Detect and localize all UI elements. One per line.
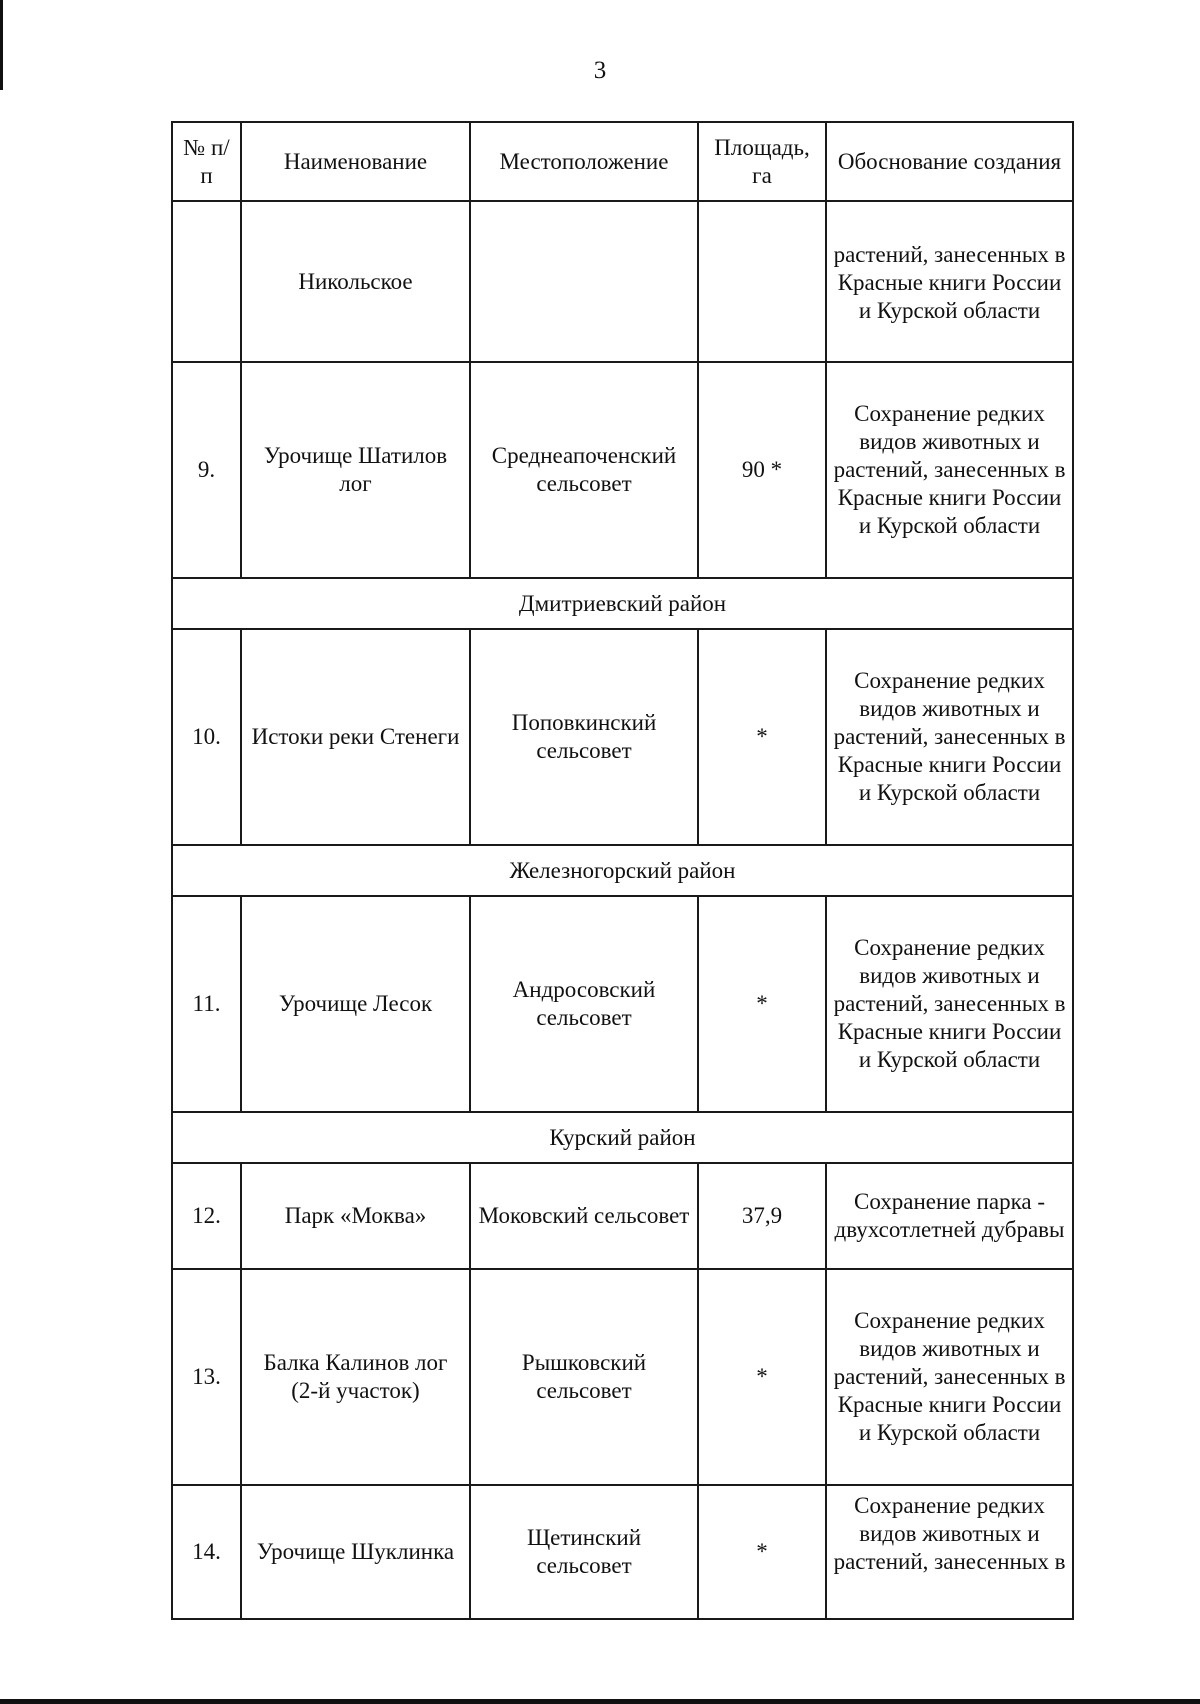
district-name: Железногорский район — [172, 845, 1073, 896]
header-name: Наименование — [241, 122, 470, 201]
cell-basis: растений, занесенных в Красные книги России и Курской области — [826, 201, 1073, 362]
district-name: Курский район — [172, 1112, 1073, 1163]
cell-area: * — [698, 629, 826, 845]
table-row — [172, 896, 1073, 1112]
district-row — [172, 845, 1073, 896]
cell-basis: Сохранение редких видов животных и растений, занесенных в Красные книги России и Курской области — [826, 896, 1073, 1112]
cell-name: Урочище Шуклинка — [241, 1485, 470, 1619]
cell-location: Среднеапоченский сельсовет — [470, 362, 698, 578]
cell-area: * — [698, 896, 826, 1112]
cell-num: 13. — [172, 1269, 241, 1485]
cell-name: Балка Калинов лог (2-й участок) — [241, 1269, 470, 1485]
protected-areas-table — [171, 121, 1074, 1620]
cell-location: Моковский сельсовет — [470, 1163, 698, 1269]
header-basis: Обоснование создания — [826, 122, 1073, 201]
table-header-row — [172, 122, 1073, 201]
cell-basis: Сохранение редких видов животных и растений, занесенных в Красные книги России и Курской области — [826, 629, 1073, 845]
cell-location — [470, 201, 698, 362]
cell-num: 14. — [172, 1485, 241, 1619]
cell-area: * — [698, 1485, 826, 1619]
cell-basis: Сохранение редких видов животных и растений, занесенных в Красные книги России и Курской области — [826, 1269, 1073, 1485]
cell-num: 10. — [172, 629, 241, 845]
scan-edge-bottom — [0, 1699, 1200, 1704]
cell-name: Никольское — [241, 201, 470, 362]
cell-area: 90 * — [698, 362, 826, 578]
table-row — [172, 629, 1073, 845]
cell-name: Истоки реки Стенеги — [241, 629, 470, 845]
cell-num — [172, 201, 241, 362]
table-row — [172, 1163, 1073, 1269]
header-num: № п/п — [172, 122, 241, 201]
cell-area: 37,9 — [698, 1163, 826, 1269]
header-area: Площадь, га — [698, 122, 826, 201]
cell-basis: Сохранение редких видов животных и растений, занесенных в — [826, 1485, 1073, 1619]
district-row — [172, 578, 1073, 629]
cell-basis: Сохранение парка - двухсотлетней дубравы — [826, 1163, 1073, 1269]
cell-location: Щетинский сельсовет — [470, 1485, 698, 1619]
cell-name: Урочище Лесок — [241, 896, 470, 1112]
table-body — [172, 201, 1073, 1619]
cell-basis: Сохранение редких видов животных и растений, занесенных в Красные книги России и Курской области — [826, 362, 1073, 578]
district-name: Дмитриевский район — [172, 578, 1073, 629]
page-number: 3 — [593, 57, 607, 84]
district-row — [172, 1112, 1073, 1163]
cell-num: 12. — [172, 1163, 241, 1269]
cell-location: Рышковский сельсовет — [470, 1269, 698, 1485]
cell-name: Парк «Моква» — [241, 1163, 470, 1269]
cell-num: 9. — [172, 362, 241, 578]
table-row — [172, 362, 1073, 578]
cell-area: * — [698, 1269, 826, 1485]
table-row — [172, 1485, 1073, 1619]
table-row-continuation — [172, 201, 1073, 362]
cell-location: Андросовский сельсовет — [470, 896, 698, 1112]
table-row — [172, 1269, 1073, 1485]
cell-num: 11. — [172, 896, 241, 1112]
cell-location: Поповкинский сельсовет — [470, 629, 698, 845]
cell-area — [698, 201, 826, 362]
header-location: Местоположение — [470, 122, 698, 201]
cell-name: Урочище Шатилов лог — [241, 362, 470, 578]
